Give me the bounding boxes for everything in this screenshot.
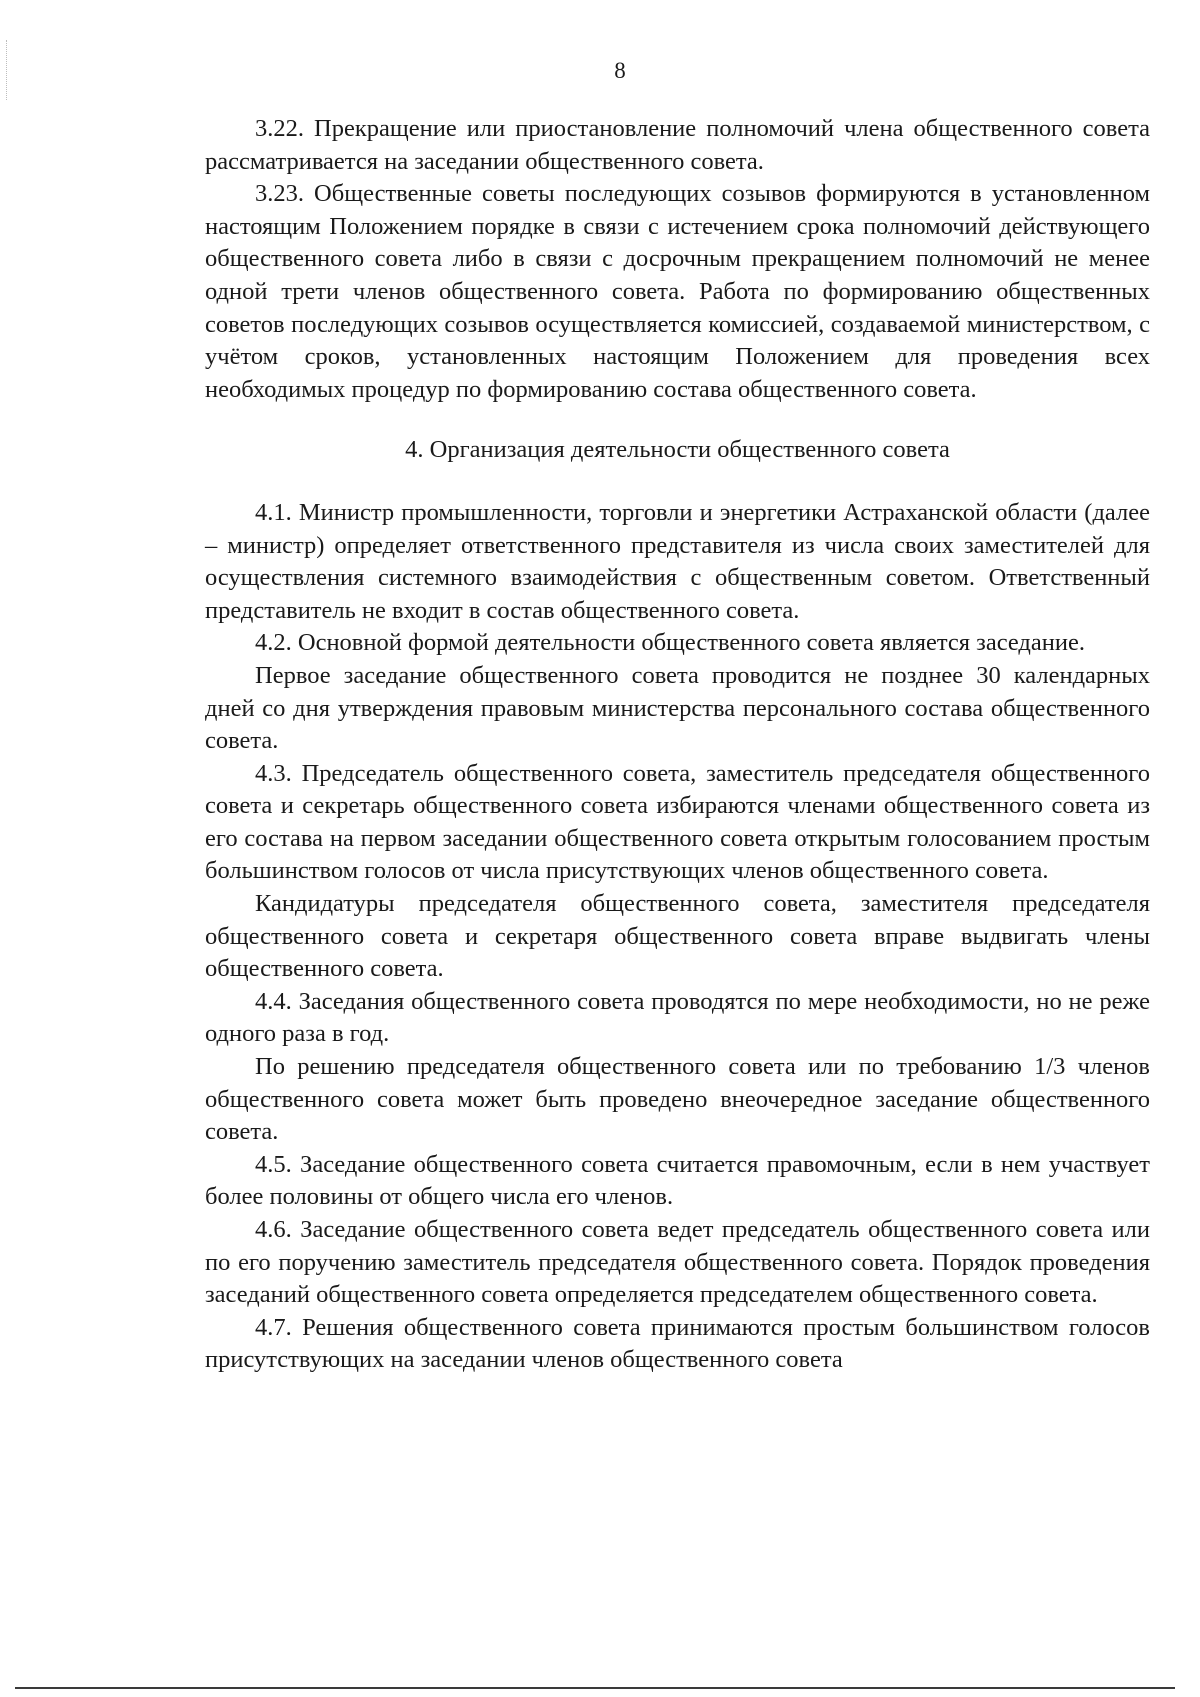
bottom-edge-line xyxy=(15,1687,1175,1689)
paragraph-4-6: 4.6. Заседание общественного совета ведет председатель общественного совета или по его поручению заместитель председателя общественного совета. Порядок проведения заседаний общественного совета определяется председателем общественного совета. xyxy=(205,1216,1150,1309)
paragraph-4-2-first-meeting: Первое заседание общественного совета проводится не позднее 30 календарных дней со дня утверждения правовым министерства персонального состава общественного совета. xyxy=(205,661,1150,755)
paragraph-4-4: 4.4. Заседания общественного совета проводятся по мере необходимости, но не реже одного раза в год. xyxy=(205,987,1150,1048)
paragraph-4-5: 4.5. Заседание общественного совета считается правомочным, если в нем участвует более половины от общего числа его членов. xyxy=(205,1150,1150,1211)
paragraph-4-3: 4.3. Председатель общественного совета, заместитель председателя общественного совета и секретарь общественного совета избираются членами общественного совета из его состава на первом заседании общественного совета открытым голосованием простым большинством голосов от числа присутствующих членов общественного совета. xyxy=(205,759,1150,885)
section-heading: 4. Организация деятельности общественного совета xyxy=(405,436,950,464)
paragraph-3-23: 3.23. Общественные советы последующих созывов формируются в установленном настоящим Положением порядке в связи с истечением срока полномочий действующего общественного совета либо в связи с досрочным прекращением полномочий не менее одной трети членов общественного совета. Работа по формированию общественных советов последующих созывов осуществляется комиссией, создаваемой министерством, с учётом сроков, установленных настоящим Положением для проведения всех необходимых процедур по формированию состава общественного совета. xyxy=(205,180,1150,403)
paragraph-4-4-extraordinary: По решению председателя общественного совета или по требованию 1/3 членов общественного совета может быть проведено внеочередное заседание общественного совета. xyxy=(205,1053,1150,1146)
paragraph-4-1: 4.1. Министр промышленности, торговли и энергетики Астраханской области (далее – министр) определяет ответственного представителя из числа своих заместителей для осуществления системного взаимодействия с общественным советом. Ответственный представитель не входит в состав общественного совета. xyxy=(205,498,1150,624)
paragraph-4-3-candidates: Кандидатуры председателя общественного совета, заместителя председателя общественного совета и секретаря общественного совета вправе выдвигать члены общественного совета. xyxy=(205,890,1150,983)
paragraph-3-22: 3.22. Прекращение или приостановление полномочий члена общественного совета рассматривается на заседании общественного совета. xyxy=(205,115,1150,175)
page-number: 8 xyxy=(614,58,626,83)
paragraph-4-2: 4.2. Основной формой деятельности общественного совета является заседание. xyxy=(255,629,1085,657)
document-body xyxy=(205,113,1150,1377)
paragraph-4-7: 4.7. Решения общественного совета принимаются простым большинством голосов присутствующих на заседании членов общественного совета xyxy=(205,1313,1150,1374)
